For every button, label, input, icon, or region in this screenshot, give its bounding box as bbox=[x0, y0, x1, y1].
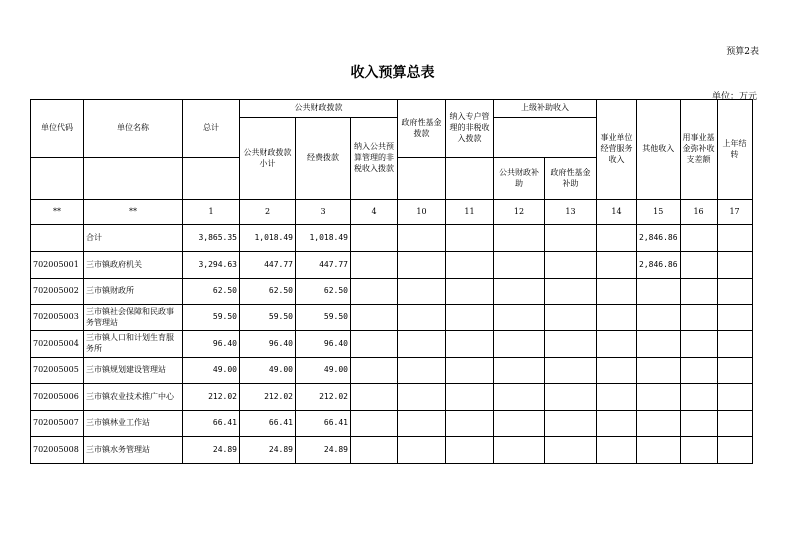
nontax-public-cell bbox=[351, 411, 398, 437]
table-row bbox=[31, 358, 753, 384]
index-cell: ** bbox=[84, 200, 183, 225]
unit-name-cell: 三市镇规划建设管理站 bbox=[84, 358, 183, 384]
index-cell: 10 bbox=[398, 200, 446, 225]
header-total-spacer bbox=[183, 158, 240, 200]
biz-service-cell bbox=[597, 305, 637, 331]
carryover-cell bbox=[717, 279, 752, 305]
unit-name-cell: 三市镇林业工作站 bbox=[84, 411, 183, 437]
other-income-cell bbox=[637, 305, 681, 331]
biz-service-cell bbox=[597, 384, 637, 411]
header-superior-subsidy: 上级补助收入 bbox=[494, 100, 597, 118]
carryover-cell bbox=[717, 384, 752, 411]
table-row bbox=[31, 225, 753, 252]
sub-gov-fund-cell bbox=[545, 358, 597, 384]
header-nontax-public: 纳入公共预算管理的非税收入拨款 bbox=[351, 118, 398, 200]
header-total: 总计 bbox=[183, 100, 240, 158]
sub-public-cell bbox=[494, 305, 545, 331]
nontax-public-cell bbox=[351, 331, 398, 358]
index-cell: 4 bbox=[351, 200, 398, 225]
unit-code-cell: 702005003 bbox=[31, 305, 84, 331]
other-income-cell: 2,846.86 bbox=[637, 252, 681, 279]
nontax-public-cell bbox=[351, 305, 398, 331]
sub-gov-fund-cell bbox=[545, 252, 597, 279]
index-cell: 1 bbox=[183, 200, 240, 225]
total-cell: 96.40 bbox=[183, 331, 240, 358]
unit-code-cell: 702005004 bbox=[31, 331, 84, 358]
index-cell: 14 bbox=[597, 200, 637, 225]
carryover-cell bbox=[717, 305, 752, 331]
other-income-cell bbox=[637, 384, 681, 411]
index-cell: 17 bbox=[717, 200, 752, 225]
funding-cell: 447.77 bbox=[296, 252, 351, 279]
header-subsidy-spacer bbox=[494, 118, 597, 158]
index-cell: ** bbox=[31, 200, 84, 225]
biz-service-cell bbox=[597, 358, 637, 384]
gov-fund-cell bbox=[398, 411, 446, 437]
gov-fund-cell bbox=[398, 331, 446, 358]
sub-public-cell bbox=[494, 252, 545, 279]
unit-code-cell: 702005005 bbox=[31, 358, 84, 384]
biz-fund-offset-cell bbox=[680, 437, 717, 464]
funding-cell: 96.40 bbox=[296, 331, 351, 358]
funding-cell: 1,018.49 bbox=[296, 225, 351, 252]
sub-gov-fund-cell bbox=[545, 384, 597, 411]
unit-name-cell: 三市镇社会保障和民政事务管理站 bbox=[84, 305, 183, 331]
table-row bbox=[31, 411, 753, 437]
header-nontax-special: 纳入专户管理的非税收入拨款 bbox=[446, 100, 494, 158]
pf-subtotal-cell: 59.50 bbox=[240, 305, 296, 331]
carryover-cell bbox=[717, 358, 752, 384]
unit-code-cell: 702005008 bbox=[31, 437, 84, 464]
biz-service-cell bbox=[597, 331, 637, 358]
header-gov-fund: 政府性基金拨款 bbox=[398, 100, 446, 158]
unit-code-cell: 702005006 bbox=[31, 384, 84, 411]
table-row bbox=[31, 305, 753, 331]
funding-cell: 66.41 bbox=[296, 411, 351, 437]
nontax-public-cell bbox=[351, 252, 398, 279]
total-cell: 3,865.35 bbox=[183, 225, 240, 252]
gov-fund-cell bbox=[398, 279, 446, 305]
sub-gov-fund-cell bbox=[545, 437, 597, 464]
index-cell: 13 bbox=[545, 200, 597, 225]
index-cell: 2 bbox=[240, 200, 296, 225]
index-cell: 15 bbox=[637, 200, 681, 225]
nontax-special-cell bbox=[446, 225, 494, 252]
header-sub-public: 公共财政补助 bbox=[494, 158, 545, 200]
header-funding: 经费拨款 bbox=[296, 118, 351, 200]
header-carryover: 上年结转 bbox=[717, 100, 752, 200]
sub-public-cell bbox=[494, 225, 545, 252]
table-row bbox=[31, 279, 753, 305]
table-row bbox=[31, 437, 753, 464]
nontax-special-cell bbox=[446, 252, 494, 279]
funding-cell: 62.50 bbox=[296, 279, 351, 305]
header-nontax-special-spacer bbox=[446, 158, 494, 200]
header-pf-subtotal: 公共财政拨款小计 bbox=[240, 118, 296, 200]
nontax-public-cell bbox=[351, 358, 398, 384]
other-income-cell: 2,846.86 bbox=[637, 225, 681, 252]
nontax-public-cell bbox=[351, 437, 398, 464]
form-number-label: 预算2表 bbox=[726, 47, 759, 57]
funding-cell: 49.00 bbox=[296, 358, 351, 384]
biz-fund-offset-cell bbox=[680, 252, 717, 279]
unit-name-cell: 三市镇人口和计划生育服务所 bbox=[84, 331, 183, 358]
biz-fund-offset-cell bbox=[680, 331, 717, 358]
gov-fund-cell bbox=[398, 437, 446, 464]
biz-service-cell bbox=[597, 411, 637, 437]
unit-code-cell bbox=[31, 225, 84, 252]
nontax-special-cell bbox=[446, 437, 494, 464]
header-unit-code: 单位代码 bbox=[31, 100, 84, 158]
carryover-cell bbox=[717, 331, 752, 358]
biz-fund-offset-cell bbox=[680, 384, 717, 411]
gov-fund-cell bbox=[398, 358, 446, 384]
biz-service-cell bbox=[597, 279, 637, 305]
unit-name-cell: 三市镇农业技术推广中心 bbox=[84, 384, 183, 411]
biz-fund-offset-cell bbox=[680, 305, 717, 331]
unit-name-cell: 三市镇财政所 bbox=[84, 279, 183, 305]
total-cell: 212.02 bbox=[183, 384, 240, 411]
header-other-income: 其他收入 bbox=[637, 100, 681, 200]
unit-label: 单位：万元 bbox=[711, 92, 757, 102]
page-title: 收入预算总表 bbox=[350, 65, 435, 81]
nontax-special-cell bbox=[446, 305, 494, 331]
header-public-finance: 公共财政拨款 bbox=[240, 100, 398, 118]
header-unit-name-spacer bbox=[84, 158, 183, 200]
pf-subtotal-cell: 66.41 bbox=[240, 411, 296, 437]
other-income-cell bbox=[637, 331, 681, 358]
carryover-cell bbox=[717, 437, 752, 464]
table-row bbox=[31, 331, 753, 358]
sub-gov-fund-cell bbox=[545, 331, 597, 358]
carryover-cell bbox=[717, 252, 752, 279]
biz-fund-offset-cell bbox=[680, 225, 717, 252]
sub-gov-fund-cell bbox=[545, 411, 597, 437]
sub-public-cell bbox=[494, 331, 545, 358]
unit-name-cell: 三市镇政府机关 bbox=[84, 252, 183, 279]
gov-fund-cell bbox=[398, 225, 446, 252]
pf-subtotal-cell: 447.77 bbox=[240, 252, 296, 279]
gov-fund-cell bbox=[398, 305, 446, 331]
pf-subtotal-cell: 96.40 bbox=[240, 331, 296, 358]
header-biz-service: 事业单位经营服务收入 bbox=[597, 100, 637, 200]
index-cell: 12 bbox=[494, 200, 545, 225]
biz-fund-offset-cell bbox=[680, 279, 717, 305]
sub-public-cell bbox=[494, 437, 545, 464]
sub-gov-fund-cell bbox=[545, 305, 597, 331]
total-cell: 62.50 bbox=[183, 279, 240, 305]
unit-code-cell: 702005007 bbox=[31, 411, 84, 437]
biz-service-cell bbox=[597, 225, 637, 252]
header-sub-gov-fund: 政府性基金补助 bbox=[545, 158, 597, 200]
biz-service-cell bbox=[597, 437, 637, 464]
gov-fund-cell bbox=[398, 384, 446, 411]
header-gov-fund-spacer bbox=[398, 158, 446, 200]
biz-fund-offset-cell bbox=[680, 358, 717, 384]
table-row bbox=[31, 384, 753, 411]
sub-public-cell bbox=[494, 279, 545, 305]
total-cell: 66.41 bbox=[183, 411, 240, 437]
other-income-cell bbox=[637, 437, 681, 464]
budget-table bbox=[30, 99, 753, 464]
biz-fund-offset-cell bbox=[680, 411, 717, 437]
sub-gov-fund-cell bbox=[545, 279, 597, 305]
total-cell: 49.00 bbox=[183, 358, 240, 384]
other-income-cell bbox=[637, 358, 681, 384]
total-cell: 3,294.63 bbox=[183, 252, 240, 279]
pf-subtotal-cell: 1,018.49 bbox=[240, 225, 296, 252]
nontax-public-cell bbox=[351, 225, 398, 252]
pf-subtotal-cell: 24.89 bbox=[240, 437, 296, 464]
total-cell: 24.89 bbox=[183, 437, 240, 464]
pf-subtotal-cell: 212.02 bbox=[240, 384, 296, 411]
index-row bbox=[31, 200, 753, 225]
funding-cell: 59.50 bbox=[296, 305, 351, 331]
index-cell: 16 bbox=[680, 200, 717, 225]
nontax-public-cell bbox=[351, 384, 398, 411]
nontax-special-cell bbox=[446, 384, 494, 411]
nontax-special-cell bbox=[446, 358, 494, 384]
nontax-special-cell bbox=[446, 331, 494, 358]
index-cell: 3 bbox=[296, 200, 351, 225]
pf-subtotal-cell: 62.50 bbox=[240, 279, 296, 305]
unit-name-cell: 三市镇水务管理站 bbox=[84, 437, 183, 464]
pf-subtotal-cell: 49.00 bbox=[240, 358, 296, 384]
nontax-special-cell bbox=[446, 279, 494, 305]
sub-public-cell bbox=[494, 358, 545, 384]
funding-cell: 212.02 bbox=[296, 384, 351, 411]
nontax-special-cell bbox=[446, 411, 494, 437]
sub-public-cell bbox=[494, 411, 545, 437]
biz-service-cell bbox=[597, 252, 637, 279]
header-biz-fund-offset: 用事业基金弥补收支差额 bbox=[680, 100, 717, 200]
gov-fund-cell bbox=[398, 252, 446, 279]
unit-code-cell: 702005001 bbox=[31, 252, 84, 279]
other-income-cell bbox=[637, 411, 681, 437]
sub-public-cell bbox=[494, 384, 545, 411]
table-row bbox=[31, 252, 753, 279]
funding-cell: 24.89 bbox=[296, 437, 351, 464]
header-unit-code-spacer bbox=[31, 158, 84, 200]
index-cell: 11 bbox=[446, 200, 494, 225]
unit-code-cell: 702005002 bbox=[31, 279, 84, 305]
header-unit-name: 单位名称 bbox=[84, 100, 183, 158]
carryover-cell bbox=[717, 411, 752, 437]
carryover-cell bbox=[717, 225, 752, 252]
total-cell: 59.50 bbox=[183, 305, 240, 331]
nontax-public-cell bbox=[351, 279, 398, 305]
sub-gov-fund-cell bbox=[545, 225, 597, 252]
unit-name-cell: 合计 bbox=[84, 225, 183, 252]
other-income-cell bbox=[637, 279, 681, 305]
